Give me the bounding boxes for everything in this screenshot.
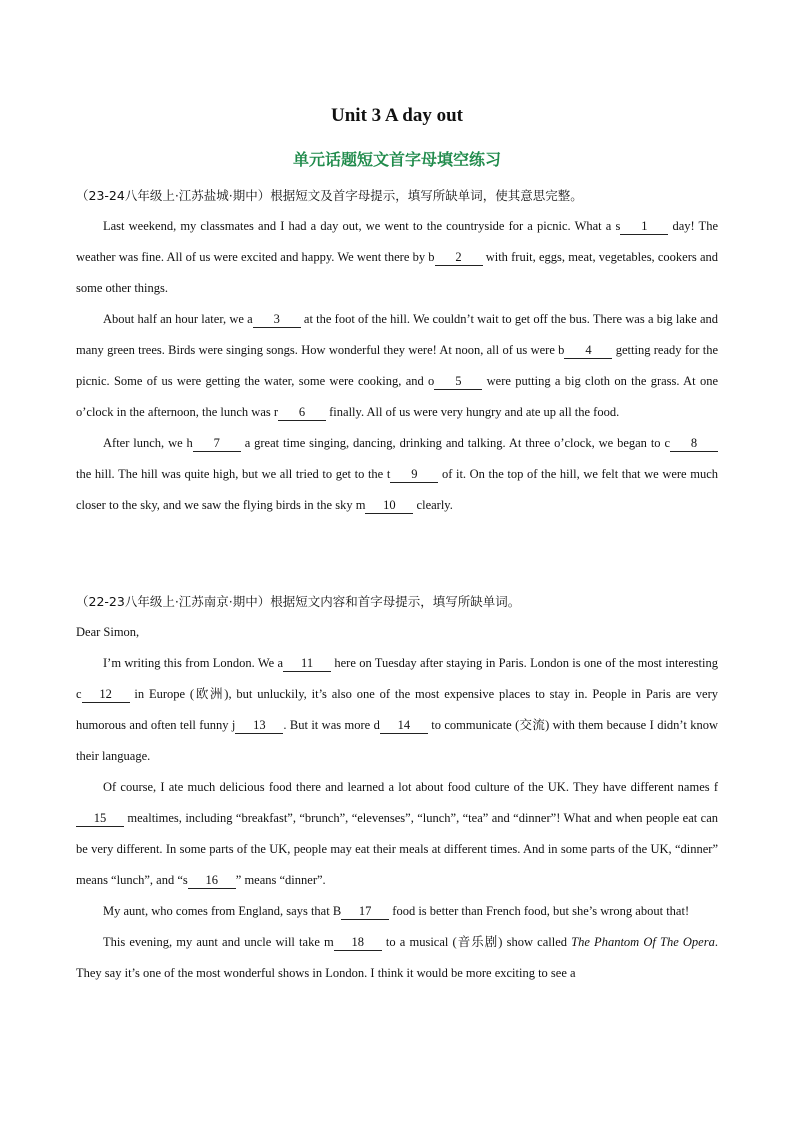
blank-9[interactable]: 9	[390, 467, 438, 483]
text-run: . They say it’s one of the most wonderful shows in London. I think it would be more exciting to see a	[76, 935, 718, 980]
text-run: ” means “dinner”.	[235, 873, 326, 887]
text-run: finally. All of us were very hungry and ate up all the food.	[326, 405, 620, 419]
passage-2-paragraph-3	[76, 896, 718, 927]
page-subtitle: 单元话题短文首字母填空练习	[292, 150, 501, 169]
text-run: mealtimes, including “breakfast”, “brunch”, “elevenses”, “lunch”, “tea” and “dinner”! What and when people eat can be very different. In some parts of the UK, people may eat their meals at different times. And in some parts of the UK, “dinner” means “lunch”, and “s	[76, 811, 718, 887]
blank-2[interactable]: 2	[435, 250, 483, 266]
text-run: of it. On the top of the hill, we felt that we were much closer to the sky, and we saw the flying birds in the sky m	[76, 467, 718, 512]
passage-2	[76, 586, 718, 989]
blank-13[interactable]: 13	[235, 718, 283, 734]
passage-1-instruction: （23-24八年级上·江苏盐城·期中）根据短文及首字母提示，填写所缺单词，使其意思完整。	[76, 188, 583, 203]
blank-14[interactable]: 14	[380, 718, 428, 734]
text-run: This evening, my aunt and uncle will take m	[103, 935, 334, 949]
text-run: day! The weather was fine. All of us were excited and happy. We went there by b	[76, 219, 718, 264]
text-run: clearly.	[413, 498, 453, 512]
text-run: were putting a big cloth on the grass. At one o’clock in the afternoon, the lunch was r	[76, 374, 718, 419]
text-run: getting ready for the picnic. Some of us were getting the water, some were cooking, and o	[76, 343, 718, 388]
blank-3[interactable]: 3	[253, 312, 301, 328]
blank-18[interactable]: 18	[334, 935, 382, 951]
letter-greeting: Dear Simon,	[76, 625, 140, 639]
text-run: About half an hour later, we a	[103, 312, 253, 326]
text-run: here on Tuesday after staying in Paris. London is one of the most interesting c	[76, 656, 718, 701]
blank-8[interactable]: 8	[670, 436, 718, 452]
page-title: Unit 3 A day out	[331, 105, 463, 126]
blank-15[interactable]: 15	[76, 811, 124, 827]
text-run: Last weekend, my classmates and I had a day out, we went to the countryside for a picnic. What a s	[103, 219, 621, 233]
text-run: at the foot of the hill. We couldn’t wait to get off the bus. There was a big lake and many green trees. Birds were singing songs. How wonderful they were! At noon, all of us were b	[76, 312, 719, 357]
blank-7[interactable]: 7	[193, 436, 241, 452]
passage-1-paragraph-3	[76, 428, 718, 521]
passage-1	[76, 180, 718, 521]
show-title: The Phantom Of The Opera	[571, 935, 715, 949]
passage-2-paragraph-2	[76, 772, 718, 896]
text-run: in Europe (欧洲), but unluckily, it’s also one of the most expensive places to stay in. People in Paris are very humorous and often tell funny j	[76, 687, 718, 732]
blank-4[interactable]: 4	[564, 343, 612, 359]
text-run: After lunch, we h	[103, 436, 193, 450]
blank-5[interactable]: 5	[434, 374, 482, 390]
passage-2-paragraph-1	[76, 648, 718, 772]
passage-2-instruction: （22-23八年级上·江苏南京·期中）根据短文内容和首字母提示，填写所缺单词。	[76, 594, 521, 609]
text-run: to communicate (交流) with them because I didn’t know their language.	[76, 718, 719, 763]
text-run: . But it was more d	[283, 718, 380, 732]
blank-11[interactable]: 11	[283, 656, 331, 672]
blank-12[interactable]: 12	[82, 687, 130, 703]
text-run: to a musical (音乐剧) show called	[381, 935, 572, 949]
blank-10[interactable]: 10	[365, 498, 413, 514]
passage-2-paragraph-4	[76, 927, 718, 989]
text-run: food is better than French food, but she’s wrong about that!	[389, 904, 690, 918]
passage-1-paragraph-2	[76, 304, 718, 428]
text-run: My aunt, who comes from England, says that B	[103, 904, 342, 918]
text-run: the hill. The hill was quite high, but we all tried to get to the t	[76, 467, 391, 481]
blank-17[interactable]: 17	[341, 904, 389, 920]
blank-6[interactable]: 6	[278, 405, 326, 421]
text-run: a great time singing, dancing, drinking and talking. At three o’clock, we began to c	[240, 436, 670, 450]
text-run: Of course, I ate much delicious food there and learned a lot about food culture of the UK. They have different names f	[103, 780, 718, 794]
text-run: I’m writing this from London. We a	[103, 656, 284, 670]
passage-1-paragraph-1	[76, 211, 718, 304]
blank-1[interactable]: 1	[620, 219, 668, 235]
text-run: with fruit, eggs, meat, vegetables, cookers and some other things.	[76, 250, 718, 295]
blank-16[interactable]: 16	[188, 873, 236, 889]
